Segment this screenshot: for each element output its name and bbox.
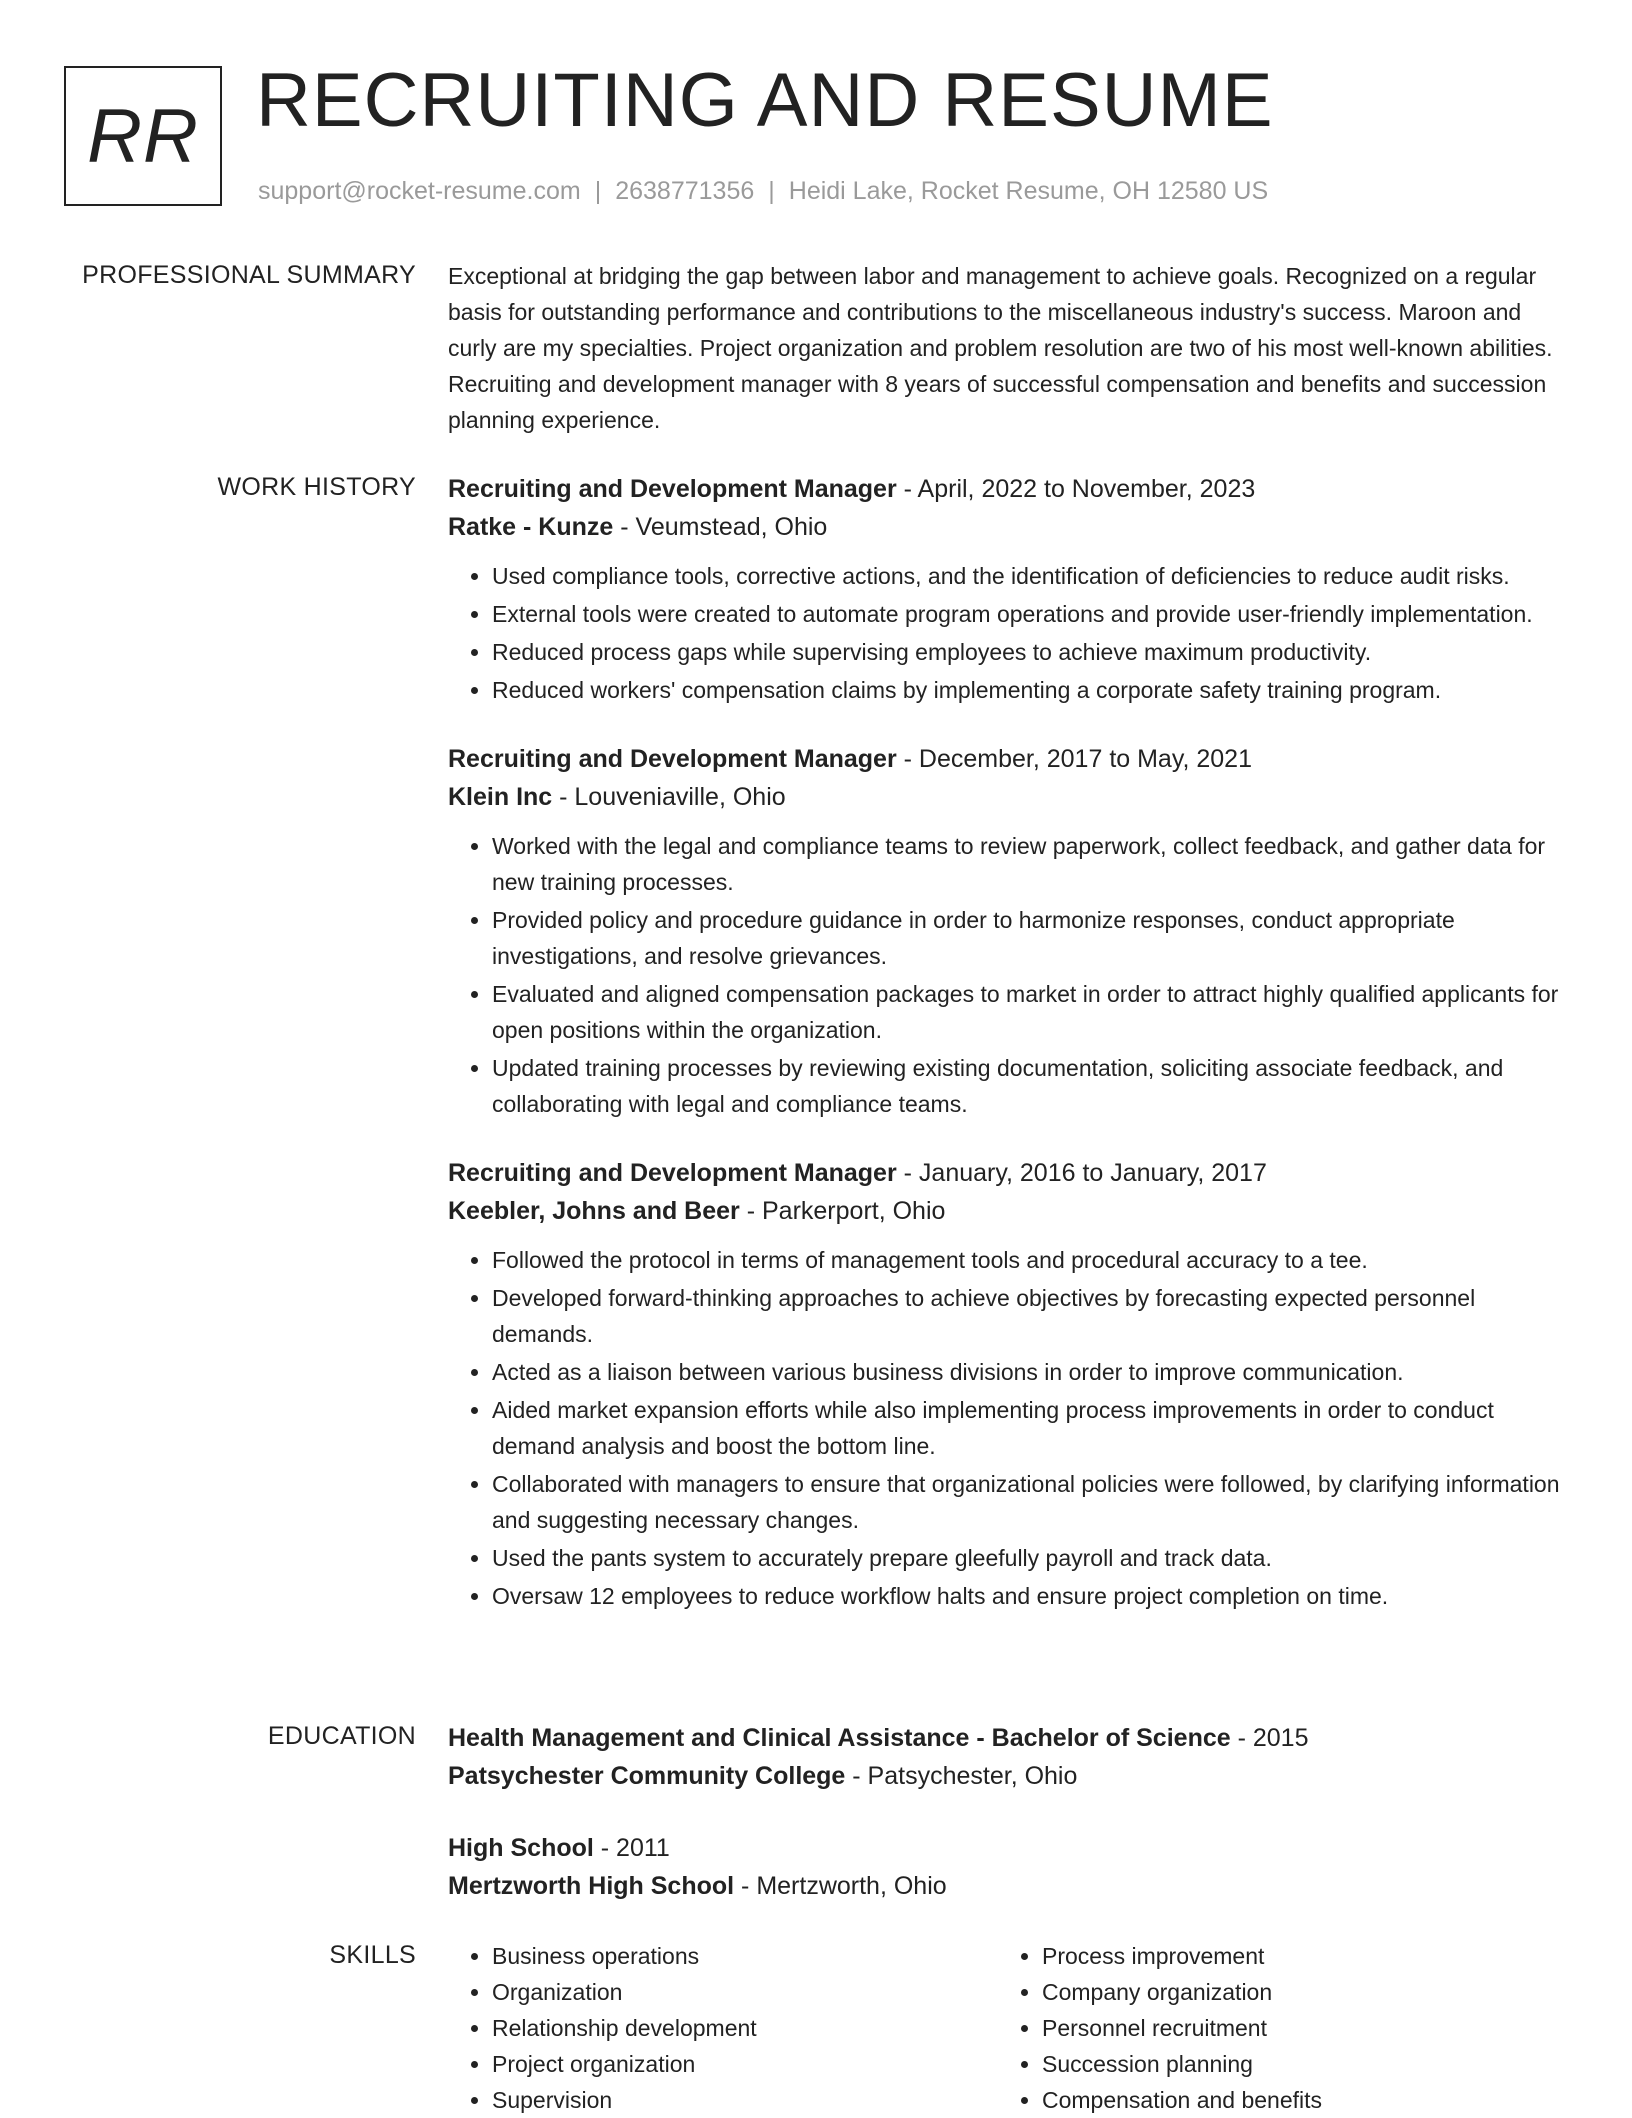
job-bullet: • Evaluated and aligned compensation packages to market in order to attract highly qualified applicants for open positions within the organization.: [492, 976, 1568, 1048]
address-text: Heidi Lake, Rocket Resume, OH 12580 US: [788, 177, 1269, 205]
job-entry: [448, 740, 1568, 1122]
monogram-logo: RR: [64, 66, 222, 206]
section-heading-work-history: WORK HISTORY: [217, 473, 416, 501]
skill-item: • Business operations: [492, 1938, 998, 1974]
contact-separator: |: [768, 177, 775, 205]
job-company-line: [448, 1192, 1568, 1230]
education-body: [448, 1719, 1568, 1939]
job-dates: - December, 2017 to May, 2021: [896, 745, 1252, 773]
job-company: Keebler, Johns and Beer: [448, 1197, 740, 1225]
job-title-line: [448, 740, 1568, 778]
skills-body: [448, 1938, 1568, 2118]
job-bullet: • Developed forward-thinking approaches to achieve objectives by forecasting expected personnel demands.: [492, 1280, 1568, 1352]
job-dates: - April, 2022 to November, 2023: [896, 475, 1256, 503]
job-company-line: [448, 508, 1568, 546]
skill-item: • Company organization: [1042, 1974, 1548, 2010]
job-location: - Parkerport, Ohio: [739, 1197, 946, 1225]
summary-body: [448, 258, 1568, 438]
education-school-line: [448, 1757, 1568, 1795]
job-title: Recruiting and Development Manager: [448, 745, 897, 773]
skill-item: • Compensation and benefits: [1042, 2082, 1548, 2118]
candidate-name: RECRUITING AND RESUME: [256, 58, 1274, 143]
job-bullets: [448, 558, 1568, 708]
job-entry: [448, 470, 1568, 708]
job-bullet: • Provided policy and procedure guidance in order to harmonize responses, conduct appropriate investigations, and resolve grievances.: [492, 902, 1568, 974]
education-school: Mertzworth High School: [448, 1872, 735, 1900]
education-school: Patsychester Community College: [448, 1762, 846, 1790]
skills-grid: [448, 1938, 1568, 2118]
email-text: support@rocket-resume.com: [258, 177, 581, 205]
job-bullet: • External tools were created to automate program operations and provide user-friendly implementation.: [492, 596, 1568, 632]
job-bullet: • Acted as a liaison between various business divisions in order to improve communication.: [492, 1354, 1568, 1390]
job-title: Recruiting and Development Manager: [448, 475, 897, 503]
education-school-line: [448, 1867, 1568, 1905]
skill-item: • Organization: [492, 1974, 998, 2010]
job-bullets: [448, 828, 1568, 1122]
summary-text: Exceptional at bridging the gap between labor and management to achieve goals. Recognized on a regular basis for outstanding performance and contributions to the miscellaneous industry's success. Maroon and curly are my specialties. Project organization and problem resolution are two of his most well-known abilities. Recruiting and development manager with 8 years of successful compensation and benefits and succession planning experience.: [448, 263, 1553, 433]
section-heading-skills: SKILLS: [329, 1941, 416, 1969]
job-bullet: • Reduced workers' compensation claims by implementing a corporate safety training program.: [492, 672, 1568, 708]
job-title: Recruiting and Development Manager: [448, 1159, 897, 1187]
skills-column-right: [998, 1938, 1548, 2118]
education-location: - Mertzworth, Ohio: [734, 1872, 947, 1900]
education-degree-line: [448, 1829, 1568, 1867]
skill-item: • Relationship development: [492, 2010, 998, 2046]
contact-separator: |: [594, 177, 602, 205]
education-entry: [448, 1829, 1568, 1905]
job-dates: - January, 2016 to January, 2017: [896, 1159, 1267, 1187]
job-company: Ratke - Kunze: [448, 513, 614, 541]
job-bullet: • Worked with the legal and compliance teams to review paperwork, collect feedback, and gather data for new training processes.: [492, 828, 1568, 900]
skill-item: • Project organization: [492, 2046, 998, 2082]
education-entry: [448, 1719, 1568, 1795]
education-year: - 2015: [1230, 1724, 1309, 1752]
job-location: - Louveniaville, Ohio: [552, 783, 786, 811]
section-heading-summary: PROFESSIONAL SUMMARY: [82, 261, 416, 289]
job-entry: [448, 1154, 1568, 1614]
job-bullet: • Oversaw 12 employees to reduce workflow halts and ensure project completion on time.: [492, 1578, 1568, 1614]
job-bullet: • Collaborated with managers to ensure that organizational policies were followed, by clarifying information and suggesting necessary changes.: [492, 1466, 1568, 1538]
education-degree: High School: [448, 1834, 594, 1862]
job-bullet: • Updated training processes by reviewing existing documentation, soliciting associate feedback, and collaborating with legal and compliance teams.: [492, 1050, 1568, 1122]
work-history-body: [448, 470, 1568, 1646]
job-location: - Veumstead, Ohio: [613, 513, 828, 541]
phone-text: 2638771356: [615, 177, 755, 205]
job-title-line: [448, 1154, 1568, 1192]
education-degree: Health Management and Clinical Assistance - Bachelor of Science: [448, 1724, 1231, 1752]
skill-item: • Personnel recruitment: [1042, 2010, 1548, 2046]
education-location: - Patsychester, Ohio: [845, 1762, 1078, 1790]
skill-item: • Succession planning: [1042, 2046, 1548, 2082]
contact-line: [258, 174, 1268, 208]
job-bullet: • Used the pants system to accurately prepare gleefully payroll and track data.: [492, 1540, 1568, 1576]
job-bullet: • Followed the protocol in terms of management tools and procedural accuracy to a tee.: [492, 1242, 1568, 1278]
job-bullets: [448, 1242, 1568, 1614]
section-heading-education: EDUCATION: [267, 1722, 416, 1750]
job-company: Klein Inc: [448, 783, 553, 811]
job-company-line: [448, 778, 1568, 816]
skill-item: • Supervision: [492, 2082, 998, 2118]
job-bullet: • Used compliance tools, corrective actions, and the identification of deficiencies to reduce audit risks.: [492, 558, 1568, 594]
education-year: - 2011: [593, 1834, 670, 1862]
skill-item: • Process improvement: [1042, 1938, 1548, 1974]
job-title-line: [448, 470, 1568, 508]
skills-column-left: [448, 1938, 998, 2118]
education-degree-line: [448, 1719, 1568, 1757]
job-bullet: • Aided market expansion efforts while also implementing process improvements in order to conduct demand analysis and boost the bottom line.: [492, 1392, 1568, 1464]
job-bullet: • Reduced process gaps while supervising employees to achieve maximum productivity.: [492, 634, 1568, 670]
